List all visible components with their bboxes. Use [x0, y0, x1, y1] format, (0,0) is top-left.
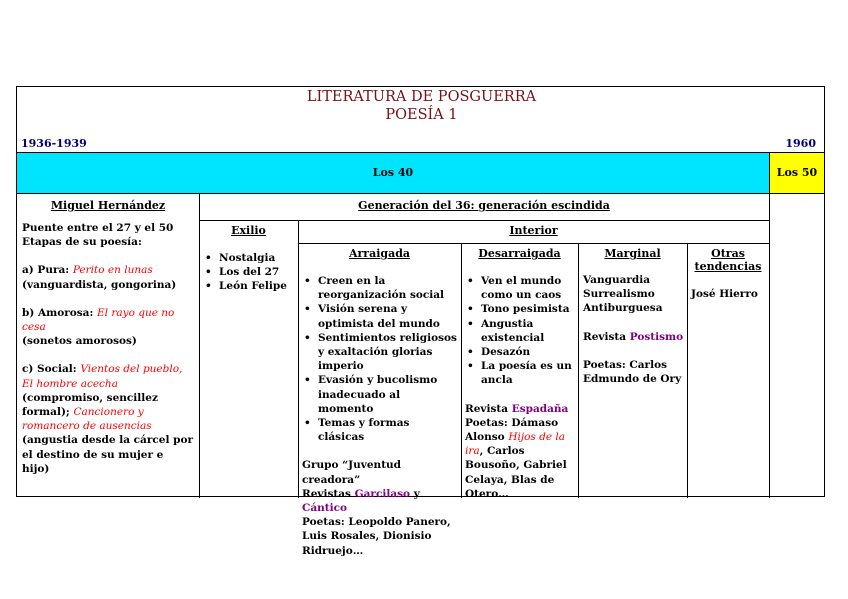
miguel-intro1: Puente entre el 27 y el 50 [22, 222, 174, 234]
etapa-social: c) Social: Vientos del pueblo, El hombre acecha (compromiso, sencillez formal); Cancionero y romancero de ausencias [22, 363, 183, 433]
etapa-social-note: (angustia desde la cárcel por el destino de su mujer e hijo) [22, 434, 193, 475]
list-item: • Angustia existencial [465, 317, 576, 345]
marginal-column [583, 273, 685, 386]
list-item: • León Felipe [203, 279, 297, 293]
los40-label: Los 40 [372, 166, 414, 179]
los50-band [769, 152, 824, 194]
list-item: • Visión serena y optimista del mundo [302, 302, 459, 330]
otras-poeta: José Hierro [691, 288, 758, 300]
document-frame [16, 86, 825, 557]
los40-band [17, 152, 769, 194]
exilio-header: Exilio [231, 224, 266, 237]
marginal-revista: Revista Postismo [583, 330, 684, 343]
list-item: • Tono pesimista [465, 302, 576, 316]
arraigada-header: Arraigada [348, 247, 411, 260]
divider-marginal [687, 243, 688, 498]
generacion-header: Generación del 36: generación escindida [358, 199, 610, 212]
divider-interior [298, 243, 769, 244]
divider-los50 [769, 194, 770, 498]
page-title: LITERATURA DE POSGUERRA [306, 89, 537, 105]
divider-arraigada [461, 243, 462, 498]
marginal-line: Surrealismo [583, 288, 655, 301]
divider-generacion [199, 220, 769, 221]
marginal-header: Marginal [604, 247, 661, 260]
list-item: • Creen en la reorganización social [302, 274, 459, 302]
miguel-column [22, 221, 194, 476]
arraigada-grupo: Grupo “Juventud creadora” [302, 459, 402, 486]
etapa-pura-note: (vanguardista, gongorina) [22, 278, 177, 291]
divider-exilio [298, 220, 299, 498]
start-date: 1936-1939 [21, 137, 87, 150]
divider-desarraigada [578, 243, 579, 498]
list-item: • Los del 27 [203, 265, 297, 279]
exilio-list [203, 251, 297, 294]
etapa-pura: a) Pura: Perito en lunas [22, 264, 153, 277]
page-subtitle: POESÍA 1 [385, 107, 458, 123]
list-item: • La poesía es un ancla [465, 359, 576, 387]
desarraigada-poetas: Poetas: Dámaso Alonso Hijos de la ira, Carlos Bousoño, Gabriel Celaya, Blas de Otero… [465, 416, 567, 500]
otras-header: Otras tendencias [694, 247, 762, 273]
etapa-amorosa-note: (sonetos amorosos) [22, 335, 137, 348]
desarraigada-revista: Revista Espadaña [465, 402, 569, 415]
miguel-intro2: Etapas de su poesía: [22, 236, 142, 249]
arraigada-list [302, 274, 459, 444]
list-item: • Sentimientos religiosos y exaltación glorias imperio [302, 331, 459, 374]
desarraigada-header: Desarraigada [478, 247, 561, 260]
divider-miguel [199, 194, 200, 498]
desarraigada-list [465, 274, 576, 388]
miguel-header: Miguel Hernández [50, 199, 166, 212]
marginal-line: Antiburguesa [583, 302, 663, 315]
list-item: • Nostalgia [203, 251, 297, 265]
etapa-amorosa: b) Amorosa: El rayo que no cesa [22, 306, 175, 334]
list-item: • Temas y formas clásicas [302, 416, 459, 444]
arraigada-column [302, 274, 459, 558]
list-item: • Desazón [465, 345, 576, 359]
list-item: • Evasión y bucolismo inadecuado al momento [302, 373, 459, 416]
end-date: 1960 [785, 137, 816, 150]
desarraigada-column [465, 274, 576, 501]
marginal-line: Vanguardia [583, 274, 651, 286]
marginal-poetas: Poetas: Carlos Edmundo de Ory [583, 358, 682, 386]
interior-header: Interior [509, 224, 558, 237]
arraigada-poetas: Poetas: Leopoldo Panero, Luis Rosales, Dionisio Ridruejo… [302, 516, 451, 557]
list-item: • Ven el mundo como un caos [465, 274, 576, 302]
arraigada-revistas: Revistas Garcilaso y Cántico [302, 487, 420, 515]
los50-label: Los 50 [776, 166, 818, 179]
